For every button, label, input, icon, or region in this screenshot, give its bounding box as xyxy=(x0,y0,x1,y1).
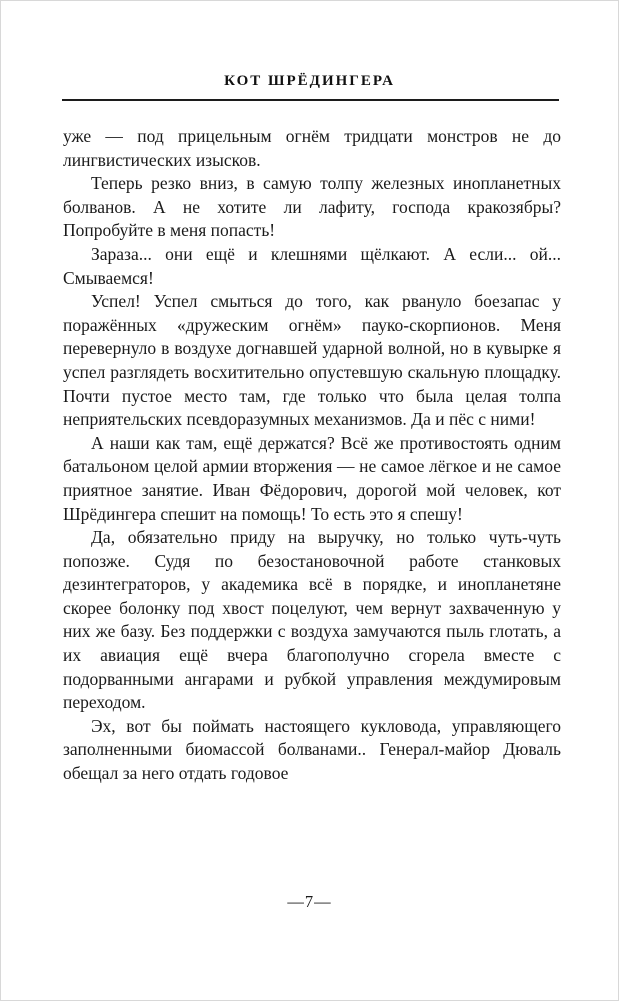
paragraph: Теперь резко вниз, в самую толпу железных инопланетных болванов. А не хотите ли лафиту, господа кракозябры? Попробуйте в меня попасть! xyxy=(63,173,561,241)
paragraph: Эх, вот бы поймать настоящего кукловода, управляющего заполненными биомассой болванами.. Генерал-майор Дюваль обещал за него отдать годовое xyxy=(63,715,561,784)
paragraph: Зараза... они ещё и клешнями щёлкают. А если... ой... Смываемся! xyxy=(63,243,561,288)
page-number: —7— xyxy=(287,892,332,911)
header-rule xyxy=(62,99,559,101)
body-text xyxy=(63,125,561,786)
paragraph: А наши как там, ещё держатся? Всё же противостоять одним батальоном целой армии вторжения — не самое лёгкое и не самое приятное занятие. Иван Фёдорович, дорогой мой человек, кот Шрёдингера спешит на помощь! То есть это я спешу! xyxy=(63,432,561,524)
running-title: КОТ ШРЁДИНГЕРА xyxy=(224,73,395,89)
paragraph: Да, обязательно приду на выручку, но только чуть-чуть попозже. Судя по безостановочной работе станковых дезинтеграторов, у академика всё в порядке, и инопланетяне скорее болонку под хвост поцелуют, чем вернут захваченную у них же базу. Без поддержки с воздуха замучаются пыль глотать, а их авиация ещё вчера благополучно сгорела вместе с подорванными ангарами и рубкой управления междумировым переходом. xyxy=(63,527,561,713)
paragraph: Успел! Успел смыться до того, как рвануло боезапас у поражённых «дружеским огнём» пауко-скорпионов. Меня перевернуло в воздухе догнавшей ударной волной, но в кувырке я успел разглядеть восхитительно опустевшую скальную площадку. Почти пустое место там, где только что была целая толпа неприятельских псевдоразумных механизмов. Да и пёс с ними! xyxy=(63,291,561,430)
paragraph: уже — под прицельным огнём тридцати монстров не до лингвистических изысков. xyxy=(63,126,561,170)
